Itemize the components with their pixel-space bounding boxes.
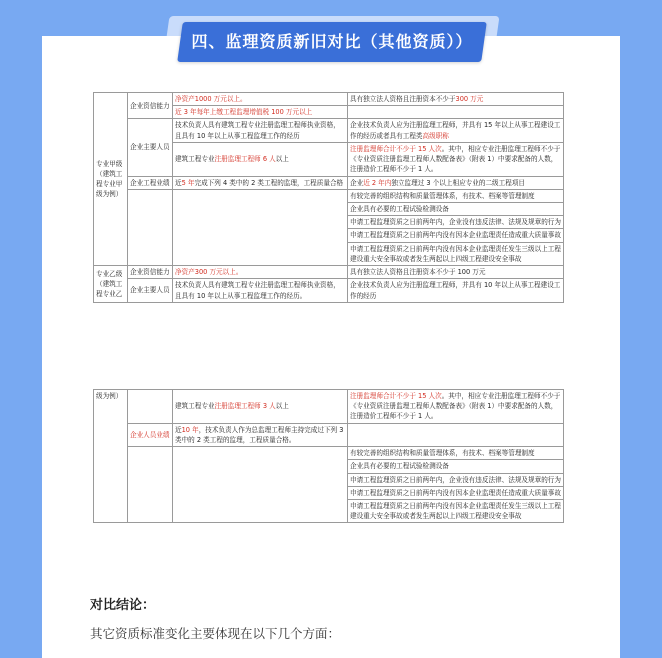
new-standard-cell: 申请工程监理资质之日前两年内没有因本企业监理责任发生三级以上工程建设重大安全事故或者发生两起以上四级工程建设安全事故 <box>348 242 564 265</box>
new-standard-cell: 企业具有必要的工程试验检测设备 <box>348 460 564 473</box>
new-standard-cell: 企业技术负责人应为注册监理工程师，并具有 15 年以上从事工程建设工作的经历或者具有工程类高级职称 <box>348 119 564 142</box>
row-label <box>128 189 173 265</box>
row-label <box>128 390 173 424</box>
row-label: 企业主要人员 <box>128 119 173 176</box>
row-label: 企业资信能力 <box>128 266 173 279</box>
new-standard-cell: 申请工程监理资质之日前两年内没有因本企业监理责任造成重大质量事故 <box>348 486 564 499</box>
row-label <box>128 447 173 523</box>
table-row <box>94 423 564 446</box>
old-standard-cell: 净资产300 万元以上。 <box>173 266 348 279</box>
new-standard-cell: 企业技术负责人应为注册监理工程师，并具有 10 年以上从事工程建设工作的经历 <box>348 279 564 302</box>
old-standard-cell: 建筑工程专业注册监理工程师 3 人以上 <box>173 390 348 424</box>
new-standard-cell <box>348 106 564 119</box>
old-standard-cell <box>173 189 348 265</box>
row-label: 企业人员业绩 <box>128 423 173 446</box>
old-standard-cell: 净资产1000 万元以上。 <box>173 93 348 106</box>
new-standard-cell: 企业近 2 年内独立监理过 3 个以上相应专业的二级工程项目 <box>348 176 564 189</box>
comparison-table-2 <box>93 389 564 523</box>
page-title: 四、监理资质新旧对比（其他资质）） <box>191 32 473 51</box>
grade-a-label: 专业甲级（建筑工程专业甲级为例） <box>94 93 128 266</box>
new-standard-cell <box>348 423 564 446</box>
comparison-table-1 <box>93 92 564 303</box>
new-standard-cell: 申请工程监理资质之日前两年内没有因本企业监理责任造成重大质量事故 <box>348 229 564 242</box>
new-standard-cell: 注册监理师合计不少于 15 人次。其中，相应专业注册监理工程师不少于《专业资质注册监理工程师人数配备表》（附表 1）中要求配备的人数，注册造价工程师不少于 1 人。 <box>348 390 564 424</box>
old-standard-cell <box>173 447 348 523</box>
table-row <box>94 93 564 106</box>
table-row <box>94 279 564 302</box>
table-row <box>94 447 564 460</box>
table-row <box>94 189 564 202</box>
new-standard-cell: 注册监理师合计不少于 15 人次。其中，相应专业注册监理工程师不少于《专业资质注册监理工程师人数配备表》（附表 1）中要求配备的人数，注册造价工程师不少于 1 人。 <box>348 142 564 176</box>
table-row <box>94 176 564 189</box>
new-standard-cell: 有较完善的组织结构和质量管理体系，有技术、档案等管理制度 <box>348 189 564 202</box>
new-standard-cell: 有较完善的组织结构和质量管理体系，有技术、档案等管理制度 <box>348 447 564 460</box>
old-standard-cell: 近5 年完成下列 4 类中的 2 类工程的监理，工程质量合格 <box>173 176 348 189</box>
conclusion-title: 对比结论： <box>90 598 156 613</box>
old-standard-cell: 近 3 年每年上缴工程监理增值税 100 万元以上 <box>173 106 348 119</box>
new-standard-cell: 申请工程监理资质之日前两年内，企业没有违反法律、法规及规章的行为 <box>348 216 564 229</box>
old-standard-cell: 技术负责人具有建筑工程专业注册监理工程师执业资格，且具有 10 年以上从事工程监理工作的经历。 <box>173 279 348 302</box>
conclusion-body: 其它资质标准变化主要体现在以下几个方面： <box>90 626 341 641</box>
new-standard-cell: 申请工程监理资质之日前两年内，企业没有违反法律、法规及规章的行为 <box>348 473 564 486</box>
row-label: 企业资信能力 <box>128 93 173 119</box>
table-row <box>94 390 564 424</box>
new-standard-cell: 企业具有必要的工程试验检测设备 <box>348 202 564 215</box>
grade-b-label: 专业乙级（建筑工程专业乙 <box>94 266 128 303</box>
row-label: 企业工程业绩 <box>128 176 173 189</box>
old-standard-cell: 近10 年，技术负责人作为总监理工程师主持完成过下列 3 类中的 2 类工程的监理，工程质量合格。 <box>173 423 348 446</box>
new-standard-cell: 具有独立法人资格且注册资本不少于 100 万元 <box>348 266 564 279</box>
table-row <box>94 119 564 142</box>
grade-b-label-cont: 级为例） <box>94 390 128 523</box>
new-standard-cell: 申请工程监理资质之日前两年内没有因本企业监理责任发生三级以上工程建设重大安全事故或者发生两起以上四级工程建设安全事故 <box>348 499 564 522</box>
old-standard-cell: 技术负责人具有建筑工程专业注册监理工程师执业资格，且具有 10 年以上从事工程监理工作的经历 <box>173 119 348 142</box>
table-row <box>94 266 564 279</box>
row-label: 企业主要人员 <box>128 279 173 302</box>
new-standard-cell: 具有独立法人资格且注册资本不少于300 万元 <box>348 93 564 106</box>
old-standard-cell: 建筑工程专业注册监理工程师 6 人以上 <box>173 142 348 176</box>
